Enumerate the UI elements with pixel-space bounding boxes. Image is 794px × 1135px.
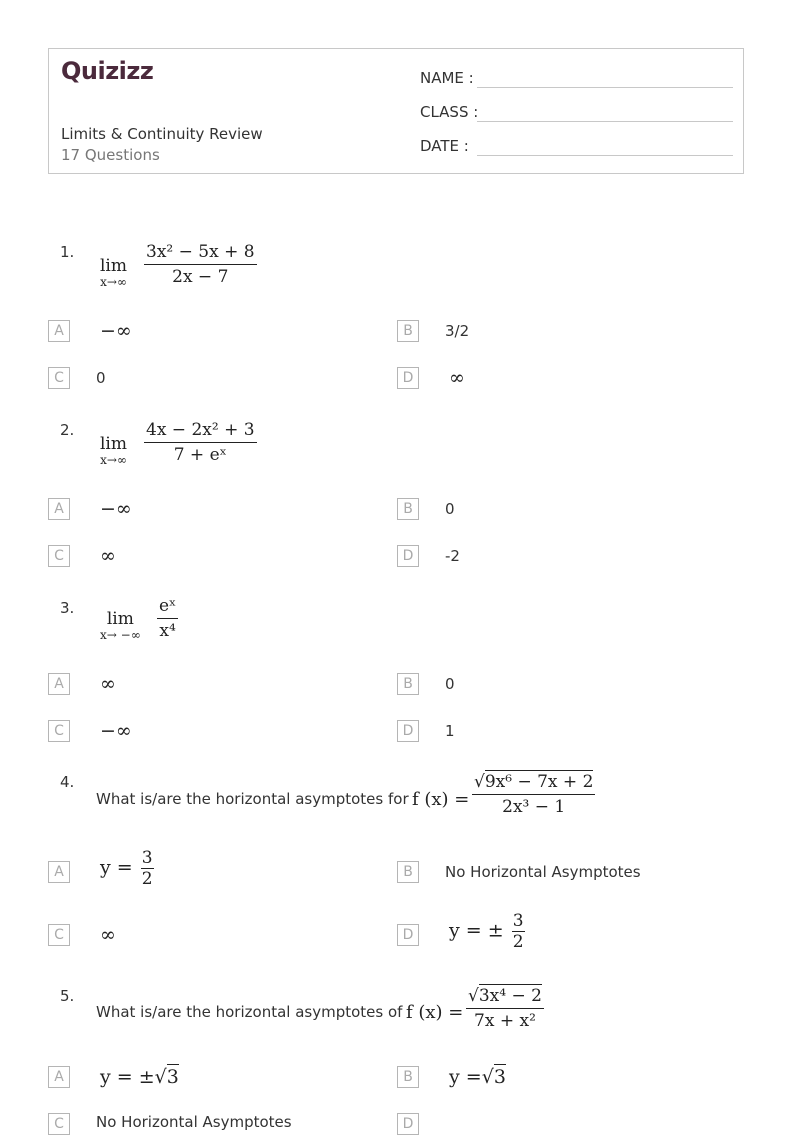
denominator: 2 — [512, 932, 524, 952]
option-a-box[interactable]: A — [48, 861, 70, 883]
quizizz-logo: Quizizz — [61, 57, 154, 85]
option-a-text: ∞ — [100, 673, 116, 695]
option-b-box[interactable]: B — [397, 320, 419, 342]
option-a-box[interactable]: A — [48, 498, 70, 520]
option-a-text — [100, 848, 154, 889]
question-number: 2. — [60, 421, 75, 439]
date-field[interactable] — [420, 137, 469, 155]
option-c-text: ∞ — [100, 545, 116, 567]
equation-prefix: y = ± — [100, 1066, 155, 1088]
fraction — [144, 420, 257, 465]
fraction — [472, 772, 595, 817]
name-line — [477, 87, 733, 88]
denominator: x⁴ — [159, 621, 176, 641]
equation-prefix: y = — [449, 1066, 482, 1088]
question-count: 17 Questions — [61, 146, 160, 164]
lim-word: lim — [100, 256, 127, 276]
numerator: √3x⁴ − 2 — [466, 986, 544, 1009]
question-number: 1. — [60, 243, 75, 261]
option-c-box[interactable]: C — [48, 545, 70, 567]
radicand: 3 — [493, 1066, 506, 1088]
fraction — [157, 596, 178, 641]
option-b-text: y =√3 — [449, 1066, 506, 1088]
fraction — [466, 986, 544, 1031]
limit-expression — [100, 436, 127, 466]
question-number: 5. — [60, 987, 75, 1005]
option-a-box[interactable]: A — [48, 320, 70, 342]
option-c-box[interactable]: C — [48, 720, 70, 742]
class-field[interactable] — [420, 103, 478, 121]
option-d-text: ∞ — [449, 367, 465, 389]
question-text: What is/are the horizontal asymptotes of — [96, 1003, 403, 1021]
name-label: NAME : — [420, 69, 474, 87]
numerator: eˣ — [157, 596, 178, 619]
lim-word: lim — [106, 609, 134, 629]
option-a-text: y = ±√3 — [100, 1066, 179, 1088]
radicand: 3x⁴ − 2 — [478, 986, 542, 1006]
equation-prefix: y = — [100, 856, 133, 879]
worksheet-header — [48, 48, 744, 174]
option-b-box[interactable]: B — [397, 861, 419, 883]
denominator: 2x − 7 — [172, 267, 229, 287]
radicand: 9x⁶ − 7x + 2 — [484, 772, 594, 792]
numerator: 3 — [512, 911, 524, 931]
date-label: DATE : — [420, 137, 469, 155]
lim-subscript: x→∞ — [100, 453, 127, 467]
option-b-text: 0 — [445, 500, 455, 518]
option-d-box[interactable]: D — [397, 924, 419, 946]
fraction — [512, 911, 525, 952]
option-d-text — [449, 911, 525, 952]
function-label: f (x) = — [406, 1002, 464, 1023]
option-b-text: 3/2 — [445, 322, 470, 340]
option-a-text: −∞ — [100, 320, 132, 342]
fraction — [141, 848, 154, 889]
lim-subscript: x→∞ — [100, 275, 127, 289]
question-number: 4. — [60, 773, 75, 791]
limit-expression — [100, 258, 127, 288]
class-line — [477, 121, 733, 122]
option-a-box[interactable]: A — [48, 1066, 70, 1088]
option-b-text: 0 — [445, 675, 455, 693]
option-a-text: −∞ — [100, 498, 132, 520]
option-d-box[interactable]: D — [397, 545, 419, 567]
denominator: 2 — [141, 869, 153, 889]
denominator: 7 + eˣ — [173, 445, 227, 465]
worksheet-title: Limits & Continuity Review — [61, 125, 263, 143]
option-c-text: −∞ — [100, 720, 132, 742]
fraction — [144, 242, 257, 287]
numerator: 4x − 2x² + 3 — [144, 420, 257, 443]
option-d-text: 1 — [445, 722, 455, 740]
option-d-text: -2 — [445, 547, 460, 565]
option-c-text: ∞ — [100, 924, 116, 946]
option-d-box[interactable]: D — [397, 367, 419, 389]
radicand: 3 — [166, 1066, 179, 1088]
limit-expression — [100, 611, 141, 641]
lim-word: lim — [100, 434, 127, 454]
option-c-text: 0 — [96, 369, 106, 387]
question-text: What is/are the horizontal asymptotes for — [96, 790, 409, 808]
denominator: 2x³ − 1 — [502, 797, 566, 817]
question-number: 3. — [60, 599, 75, 617]
option-c-box[interactable]: C — [48, 1113, 70, 1135]
option-b-box[interactable]: B — [397, 673, 419, 695]
option-b-box[interactable]: B — [397, 498, 419, 520]
function-label: f (x) = — [412, 789, 470, 810]
equation-prefix: y = ± — [449, 919, 504, 942]
numerator: 3x² − 5x + 8 — [144, 242, 257, 265]
option-b-box[interactable]: B — [397, 1066, 419, 1088]
option-d-box[interactable]: D — [397, 1113, 419, 1135]
option-d-box[interactable]: D — [397, 720, 419, 742]
numerator: √9x⁶ − 7x + 2 — [472, 772, 595, 795]
date-line — [477, 155, 733, 156]
option-c-box[interactable]: C — [48, 924, 70, 946]
option-c-box[interactable]: C — [48, 367, 70, 389]
option-b-text: No Horizontal Asymptotes — [445, 863, 641, 881]
denominator: 7x + x² — [474, 1011, 536, 1031]
numerator: 3 — [141, 848, 153, 868]
class-label: CLASS : — [420, 103, 479, 121]
option-c-text: No Horizontal Asymptotes — [96, 1113, 292, 1131]
option-a-box[interactable]: A — [48, 673, 70, 695]
lim-subscript: x→ −∞ — [100, 628, 141, 642]
name-field[interactable] — [420, 69, 474, 87]
